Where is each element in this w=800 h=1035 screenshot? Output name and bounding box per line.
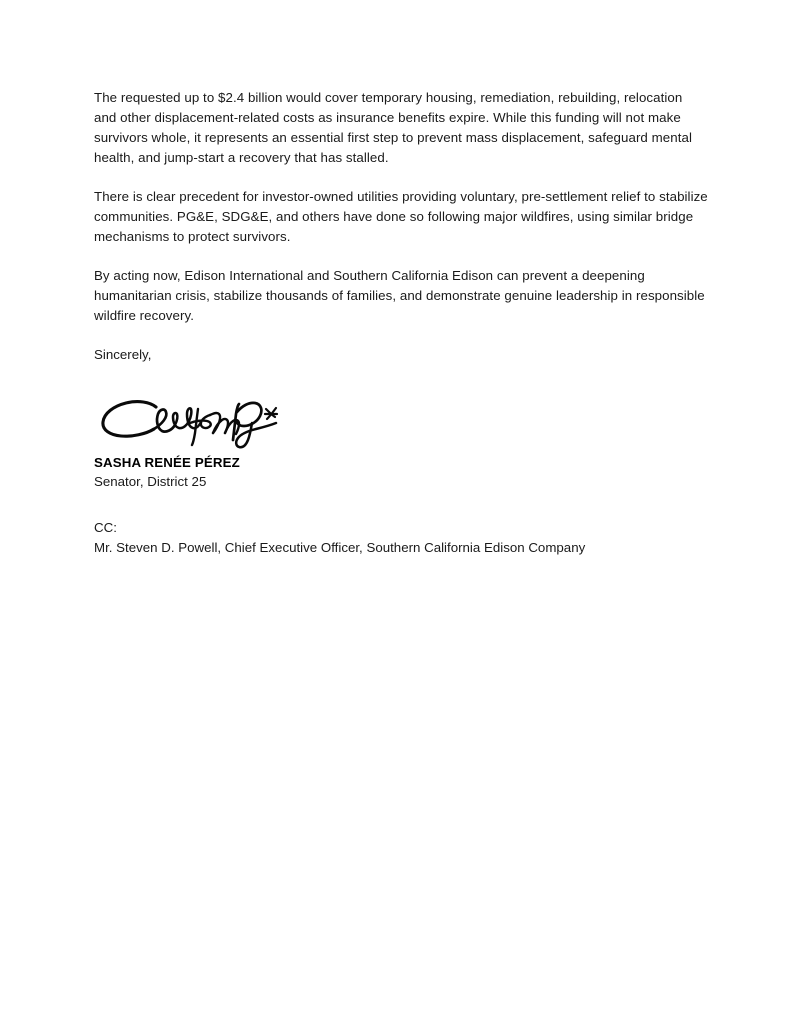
body-paragraph-3: By acting now, Edison International and Southern California Edison can prevent a deepening humanitarian crisis, stabilize thousands of families, and demonstrate genuine leadership in responsible wildfire recovery. [94,268,705,323]
cc-recipient: Mr. Steven D. Powell, Chief Executive Officer, Southern California Edison Company [94,540,586,555]
cc-block [94,518,708,558]
handwritten-signature-icon [94,395,284,450]
signature-block [94,395,708,453]
letter-body [94,88,708,558]
signer-name: SASHA RENÉE PÉREZ [94,455,240,470]
body-paragraph-2: There is clear precedent for investor-owned utilities providing voluntary, pre-settlement relief to stabilize communities. PG&E, SDG&E, and others have done so following major wildfires, using similar bridge mechanisms to protect survivors. [94,189,708,244]
signer-title: Senator, District 25 [94,474,207,489]
closing-salutation: Sincerely, [94,347,152,362]
body-paragraph-1: The requested up to $2.4 billion would cover temporary housing, remediation, rebuilding, relocation and other displacement-related costs as insurance benefits expire. While this funding will not make survivors whole, it represents an essential first step to prevent mass displacement, safeguard mental health, and jump-start a recovery that has stalled. [94,90,692,165]
cc-label: CC: [94,520,117,535]
